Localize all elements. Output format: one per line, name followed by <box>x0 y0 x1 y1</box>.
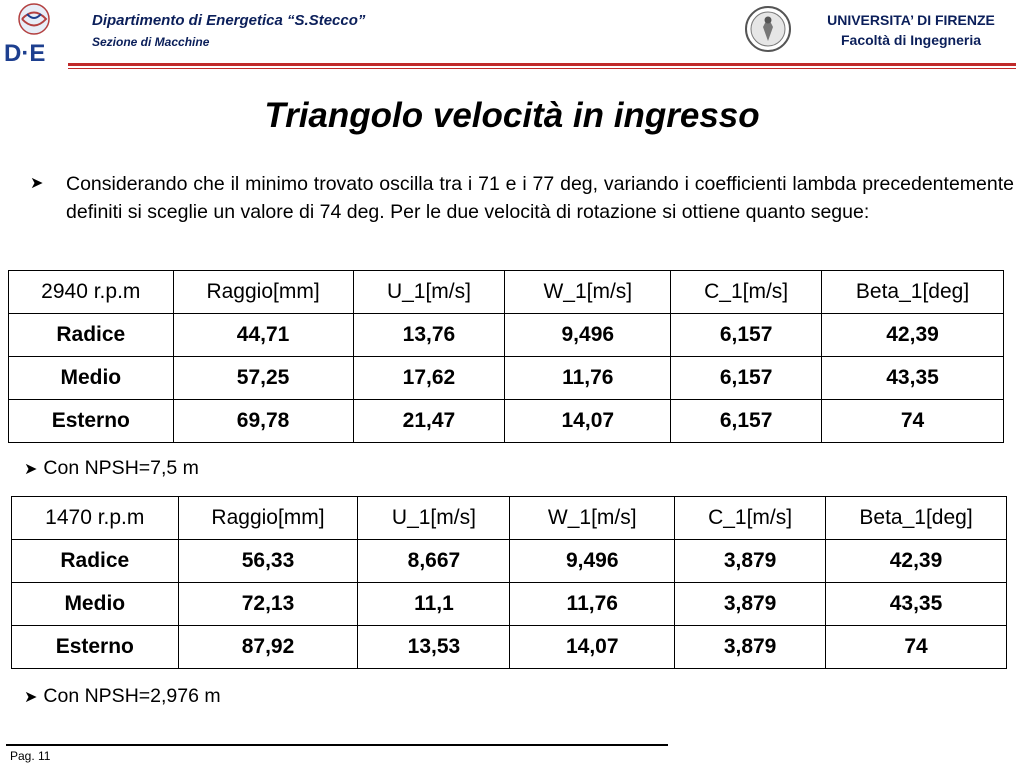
table-header-row <box>12 497 1007 540</box>
logo-text: D·E <box>4 40 46 64</box>
table-cell: 6,157 <box>671 400 822 443</box>
table-cell: 11,76 <box>505 357 671 400</box>
table-cell: 44,71 <box>173 314 353 357</box>
faculty-name: Facoltà di Ingegneria <box>840 32 982 48</box>
university-seal-icon <box>744 5 792 53</box>
results-table-2940rpm <box>8 270 1004 443</box>
table-cell: 69,78 <box>173 400 353 443</box>
table-cell: 11,1 <box>358 583 510 626</box>
table-cell: 3,879 <box>675 583 826 626</box>
arrow-bullet-icon: ➤ <box>24 461 38 478</box>
npsh-note-text: Con NPSH=7,5 m <box>43 457 199 479</box>
header-cell: 2940 r.p.m <box>9 271 174 314</box>
header-cell: Raggio[mm] <box>178 497 358 540</box>
table-cell: 6,157 <box>671 357 822 400</box>
npsh-note-1 <box>24 457 199 480</box>
header-cell: W_1[m/s] <box>510 497 675 540</box>
table-row <box>9 357 1004 400</box>
table-cell: 14,07 <box>510 626 675 669</box>
university-name: UNIVERSITA’ DI FIRENZE <box>827 12 995 28</box>
npsh-note-text: Con NPSH=2,976 m <box>43 685 221 707</box>
table-cell: Medio <box>9 357 174 400</box>
header-cell: W_1[m/s] <box>505 271 671 314</box>
table-cell: 9,496 <box>505 314 671 357</box>
table-cell: 72,13 <box>178 583 358 626</box>
table-row <box>12 626 1007 669</box>
page-number: Pag. 11 <box>10 749 51 763</box>
table-cell: 11,76 <box>510 583 675 626</box>
table-cell: 57,25 <box>173 357 353 400</box>
header-rule-thin <box>68 68 1016 69</box>
header-cell: U_1[m/s] <box>353 271 505 314</box>
bullet-paragraph <box>30 170 1014 226</box>
table-row <box>12 540 1007 583</box>
header-cell: U_1[m/s] <box>358 497 510 540</box>
table-cell: Radice <box>12 540 179 583</box>
table-cell: Esterno <box>12 626 179 669</box>
footer-rule <box>6 744 668 746</box>
table-cell: 3,879 <box>675 626 826 669</box>
slide-title: Triangolo velocità in ingresso <box>264 96 760 135</box>
table-row <box>12 583 1007 626</box>
table-cell: 87,92 <box>178 626 358 669</box>
table-header-row <box>9 271 1004 314</box>
table-cell: 74 <box>826 626 1007 669</box>
table-cell: 43,35 <box>822 357 1004 400</box>
results-table-1470rpm <box>11 496 1007 669</box>
table-cell: 21,47 <box>353 400 505 443</box>
header-rule <box>68 63 1016 66</box>
section-name: Sezione di Macchine <box>92 35 210 49</box>
table-cell: Esterno <box>9 400 174 443</box>
table-cell: 56,33 <box>178 540 358 583</box>
header-cell: Raggio[mm] <box>173 271 353 314</box>
table-row <box>9 314 1004 357</box>
arrow-bullet-icon: ➤ <box>24 689 38 706</box>
table-cell: 13,53 <box>358 626 510 669</box>
arrow-bullet-icon: ➤ <box>30 175 44 192</box>
table-cell: 74 <box>822 400 1004 443</box>
table-cell: 42,39 <box>826 540 1007 583</box>
table-cell: 14,07 <box>505 400 671 443</box>
table-cell: Radice <box>9 314 174 357</box>
table-cell: 17,62 <box>353 357 505 400</box>
table-cell: 8,667 <box>358 540 510 583</box>
header-cell: Beta_1[deg] <box>826 497 1007 540</box>
table-cell: 43,35 <box>826 583 1007 626</box>
slide-header <box>0 0 1024 70</box>
header-cell: Beta_1[deg] <box>822 271 1004 314</box>
table-cell: 42,39 <box>822 314 1004 357</box>
table-cell: 6,157 <box>671 314 822 357</box>
header-cell: C_1[m/s] <box>675 497 826 540</box>
table-cell: 13,76 <box>353 314 505 357</box>
table-row <box>9 400 1004 443</box>
header-cell: 1470 r.p.m <box>12 497 179 540</box>
department-name: Dipartimento di Energetica “S.Stecco” <box>92 12 366 29</box>
table-cell: 3,879 <box>675 540 826 583</box>
bullet-text: Considerando che il minimo trovato oscilla tra i 71 e i 77 deg, variando i coefficienti lambda precedentemente definiti si sceglie un valore di 74 deg. Per le due velocità di rotazione si ottiene quanto segue: <box>66 173 1014 223</box>
table-cell: Medio <box>12 583 179 626</box>
table-cell: 9,496 <box>510 540 675 583</box>
npsh-note-2 <box>24 685 221 708</box>
header-cell: C_1[m/s] <box>671 271 822 314</box>
dept-logo <box>2 2 64 64</box>
